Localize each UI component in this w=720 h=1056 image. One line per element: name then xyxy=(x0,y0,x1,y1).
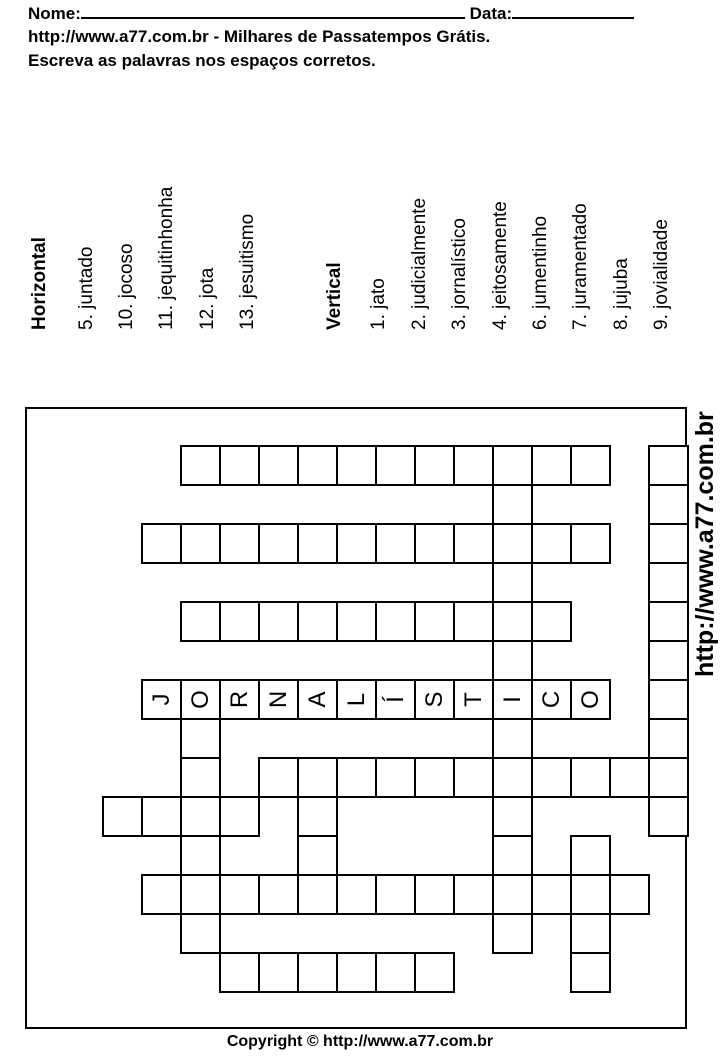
grid-cell[interactable] xyxy=(337,953,376,992)
grid-cell[interactable] xyxy=(493,758,532,797)
grid-cell[interactable] xyxy=(454,446,493,485)
grid-cell[interactable] xyxy=(649,446,688,485)
site-line: http://www.a77.com.br - Milhares de Passatempos Grátis. xyxy=(28,27,491,46)
grid-cell[interactable] xyxy=(532,602,571,641)
vertical-clue: 2. judicialmente xyxy=(409,197,430,330)
grid-cell[interactable] xyxy=(181,836,220,875)
grid-letter: T xyxy=(460,692,487,707)
grid-letter: I xyxy=(499,696,526,703)
grid-cell[interactable] xyxy=(181,758,220,797)
grid-letter: Í xyxy=(382,696,409,703)
grid-cell[interactable] xyxy=(454,524,493,563)
grid-cell[interactable] xyxy=(376,446,415,485)
grid-cell[interactable] xyxy=(142,875,181,914)
grid-letter: A xyxy=(304,691,331,708)
grid-cell[interactable] xyxy=(142,797,181,836)
grid-cell[interactable] xyxy=(571,758,610,797)
grid-cell[interactable] xyxy=(571,953,610,992)
vertical-clue: 1. jato xyxy=(368,278,389,330)
grid-cell[interactable] xyxy=(454,875,493,914)
grid-cell[interactable] xyxy=(649,641,688,680)
grid-cell[interactable] xyxy=(259,758,298,797)
name-label: Nome: xyxy=(28,4,81,23)
grid-cell[interactable] xyxy=(532,446,571,485)
grid-cell[interactable] xyxy=(142,524,181,563)
grid-cell[interactable] xyxy=(571,446,610,485)
vertical-clue: 4. jeitosamente xyxy=(490,201,511,330)
grid-cell[interactable] xyxy=(649,758,688,797)
grid-letter: L xyxy=(343,692,370,707)
grid-letter: S xyxy=(421,691,448,708)
grid-cell[interactable] xyxy=(298,602,337,641)
horizontal-clue: 10. jocoso xyxy=(116,243,137,330)
grid-cell[interactable] xyxy=(493,446,532,485)
grid-cell[interactable] xyxy=(181,797,220,836)
grid-cell[interactable] xyxy=(649,602,688,641)
grid-cell[interactable] xyxy=(259,875,298,914)
vertical-clue: 8. jujuba xyxy=(611,258,632,330)
grid-cell[interactable] xyxy=(493,602,532,641)
grid-cell[interactable] xyxy=(181,446,220,485)
grid-cell[interactable] xyxy=(649,524,688,563)
grid-cell[interactable] xyxy=(103,797,142,836)
grid-cell[interactable] xyxy=(181,719,220,758)
grid-cell[interactable] xyxy=(259,602,298,641)
grid-cell[interactable] xyxy=(493,875,532,914)
grid-cell[interactable] xyxy=(298,836,337,875)
grid-cell[interactable] xyxy=(649,680,688,719)
grid-letter: R xyxy=(226,690,253,709)
grid-cell[interactable] xyxy=(415,602,454,641)
grid-cell[interactable] xyxy=(493,524,532,563)
grid-cell[interactable] xyxy=(493,836,532,875)
copyright: Copyright © http://www.a77.com.br xyxy=(226,1033,494,1050)
grid-cell[interactable] xyxy=(571,875,610,914)
grid-cell[interactable] xyxy=(181,875,220,914)
grid-cell[interactable] xyxy=(337,446,376,485)
grid-cell[interactable] xyxy=(181,914,220,953)
grid-cell[interactable] xyxy=(337,524,376,563)
grid-cell[interactable] xyxy=(298,524,337,563)
grid-cell[interactable] xyxy=(493,641,532,680)
grid-cell[interactable] xyxy=(337,602,376,641)
grid-cell[interactable] xyxy=(298,446,337,485)
vertical-title: Vertical xyxy=(324,262,345,330)
grid-cell[interactable] xyxy=(571,524,610,563)
grid-cell[interactable] xyxy=(415,875,454,914)
grid-cell[interactable] xyxy=(220,602,259,641)
grid-cell[interactable] xyxy=(376,602,415,641)
grid-cell[interactable] xyxy=(259,446,298,485)
grid-cell[interactable] xyxy=(532,875,571,914)
grid-cell[interactable] xyxy=(493,914,532,953)
vertical-clue: 7. juramentado xyxy=(570,203,591,330)
vertical-clue: 6. jumentinho xyxy=(530,215,551,330)
grid-letter: O xyxy=(577,690,604,709)
grid-cell[interactable] xyxy=(454,602,493,641)
grid-cell[interactable] xyxy=(181,524,220,563)
grid-cell[interactable] xyxy=(259,953,298,992)
grid-cell[interactable] xyxy=(415,953,454,992)
grid-cell[interactable] xyxy=(493,485,532,524)
grid-cell[interactable] xyxy=(493,719,532,758)
grid-cell[interactable] xyxy=(454,758,493,797)
vertical-clue: 9. jovialidade xyxy=(651,219,672,330)
horizontal-title: Horizontal xyxy=(29,237,50,330)
grid-cell[interactable] xyxy=(220,953,259,992)
vertical-clue: 3. jornalístico xyxy=(449,218,470,330)
horizontal-clue: 13. jesuitismo xyxy=(237,213,258,330)
grid-cell[interactable] xyxy=(220,446,259,485)
horizontal-clue: 5. juntado xyxy=(76,246,97,330)
grid-cell[interactable] xyxy=(649,797,688,836)
side-url: http://www.a77.com.br xyxy=(691,411,719,677)
grid-cell[interactable] xyxy=(337,875,376,914)
grid-cell[interactable] xyxy=(259,524,298,563)
grid-cell[interactable] xyxy=(610,875,649,914)
grid-cell[interactable] xyxy=(415,758,454,797)
grid-letter: O xyxy=(187,690,214,709)
grid-cell[interactable] xyxy=(298,797,337,836)
grid-cell[interactable] xyxy=(415,524,454,563)
grid-cell[interactable] xyxy=(376,524,415,563)
grid-cell[interactable] xyxy=(415,446,454,485)
grid-cell[interactable] xyxy=(220,875,259,914)
grid-cell[interactable] xyxy=(493,797,532,836)
grid-cell[interactable] xyxy=(532,758,571,797)
grid-cell[interactable] xyxy=(493,563,532,602)
grid-cell[interactable] xyxy=(181,602,220,641)
grid-letter: N xyxy=(265,690,292,709)
grid-cell[interactable] xyxy=(571,914,610,953)
grid-letter: J xyxy=(148,693,175,706)
grid-cell[interactable] xyxy=(532,524,571,563)
horizontal-clue: 11. jequitinhonha xyxy=(156,186,177,330)
grid-cell[interactable] xyxy=(649,485,688,524)
grid-cell[interactable] xyxy=(298,953,337,992)
grid-cell[interactable] xyxy=(298,875,337,914)
grid-cell[interactable] xyxy=(649,719,688,758)
instructions: Escreva as palavras nos espaços corretos. xyxy=(28,51,376,70)
grid-cell[interactable] xyxy=(298,758,337,797)
grid-letter: C xyxy=(538,690,565,709)
grid-cell[interactable] xyxy=(220,524,259,563)
grid-cell[interactable] xyxy=(337,758,376,797)
grid-cell[interactable] xyxy=(376,758,415,797)
grid-cell[interactable] xyxy=(649,563,688,602)
grid-cell[interactable] xyxy=(220,797,259,836)
grid-cell[interactable] xyxy=(610,758,649,797)
date-label: Data: xyxy=(469,4,513,23)
grid-cell[interactable] xyxy=(376,875,415,914)
grid-cell[interactable] xyxy=(571,836,610,875)
grid-cell[interactable] xyxy=(376,953,415,992)
horizontal-clue: 12. jota xyxy=(197,267,218,330)
